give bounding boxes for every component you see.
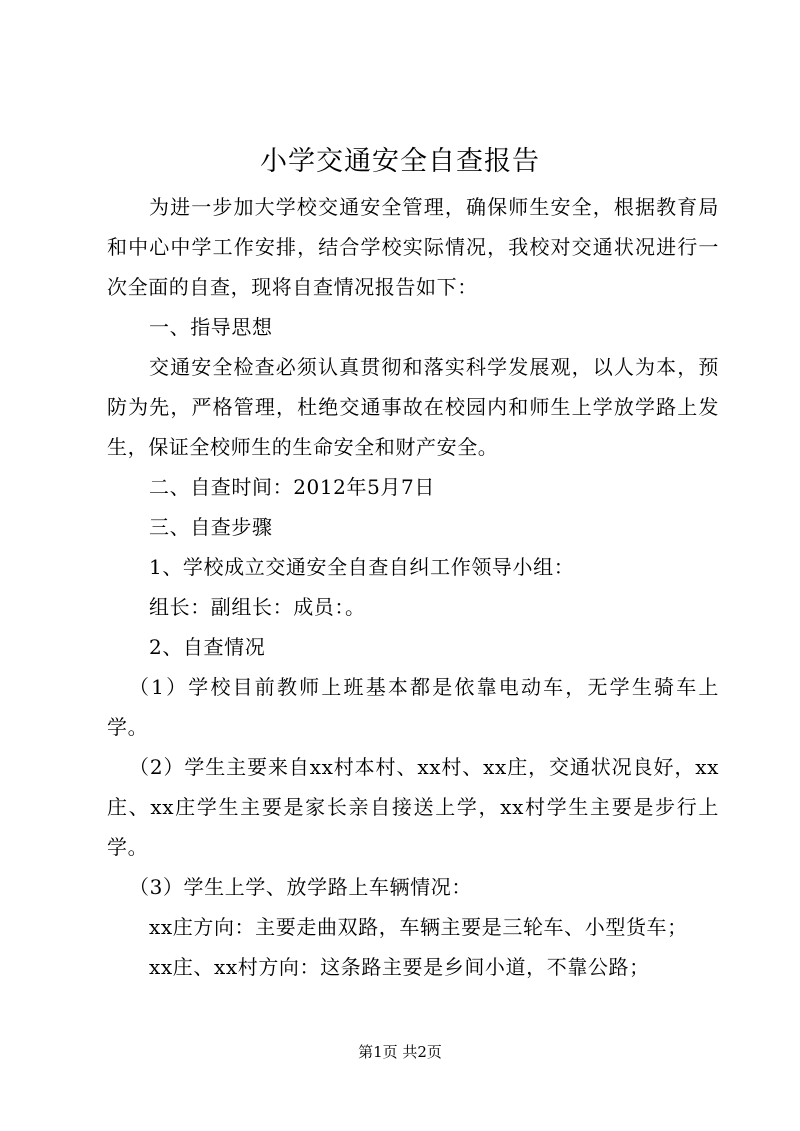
document-body (107, 187, 719, 987)
route-xx-zhuang-paragraph: xx庄方向：主要走曲双路，车辆主要是三轮车、小型货车； (149, 915, 688, 939)
item-1-paragraph: （1）学校目前教师上班基本都是依靠电动车，无学生骑车上学。 (107, 675, 719, 739)
section-heading-inspection-time: 二、自查时间：2012年5月7日 (149, 475, 435, 499)
page-number-footer: 第1页 共2页 (358, 1043, 442, 1061)
intro-paragraph: 为进一步加大学校交通安全管理，确保师生安全，根据教育局和中心中学工作安排，结合学校实际情况，我校对交通状况进行一次全面的自查，现将自查情况报告如下： (107, 195, 719, 299)
item-3-paragraph: （3）学生上学、放学路上车辆情况： (129, 875, 472, 899)
section-heading-inspection-steps: 三、自查步骤 (149, 515, 273, 539)
step-2-heading: 2、自查情况 (149, 635, 266, 659)
document-title: 小学交通安全自查报告 (260, 146, 540, 177)
route-xx-cun-paragraph: xx庄、xx村方向：这条路主要是乡间小道，不靠公路； (149, 955, 650, 979)
section-heading-guiding-ideology: 一、指导思想 (149, 315, 273, 339)
item-2-paragraph: （2）学生主要来自xx村本村、xx村、xx庄，交通状况良好，xx庄、xx庄学生主要是家长亲自接送上学，xx村学生主要是步行上学。 (107, 755, 719, 859)
team-members-paragraph: 组长：副组长：成员：。 (149, 595, 366, 619)
step-1-paragraph: 1、学校成立交通安全自查自纠工作领导小组： (149, 555, 575, 579)
guiding-ideology-paragraph: 交通安全检查必须认真贯彻和落实科学发展观，以人为本，预防为先，严格管理，杜绝交通事故在校园内和师生上学放学路上发生，保证全校师生的生命安全和财产安全。 (107, 355, 719, 459)
